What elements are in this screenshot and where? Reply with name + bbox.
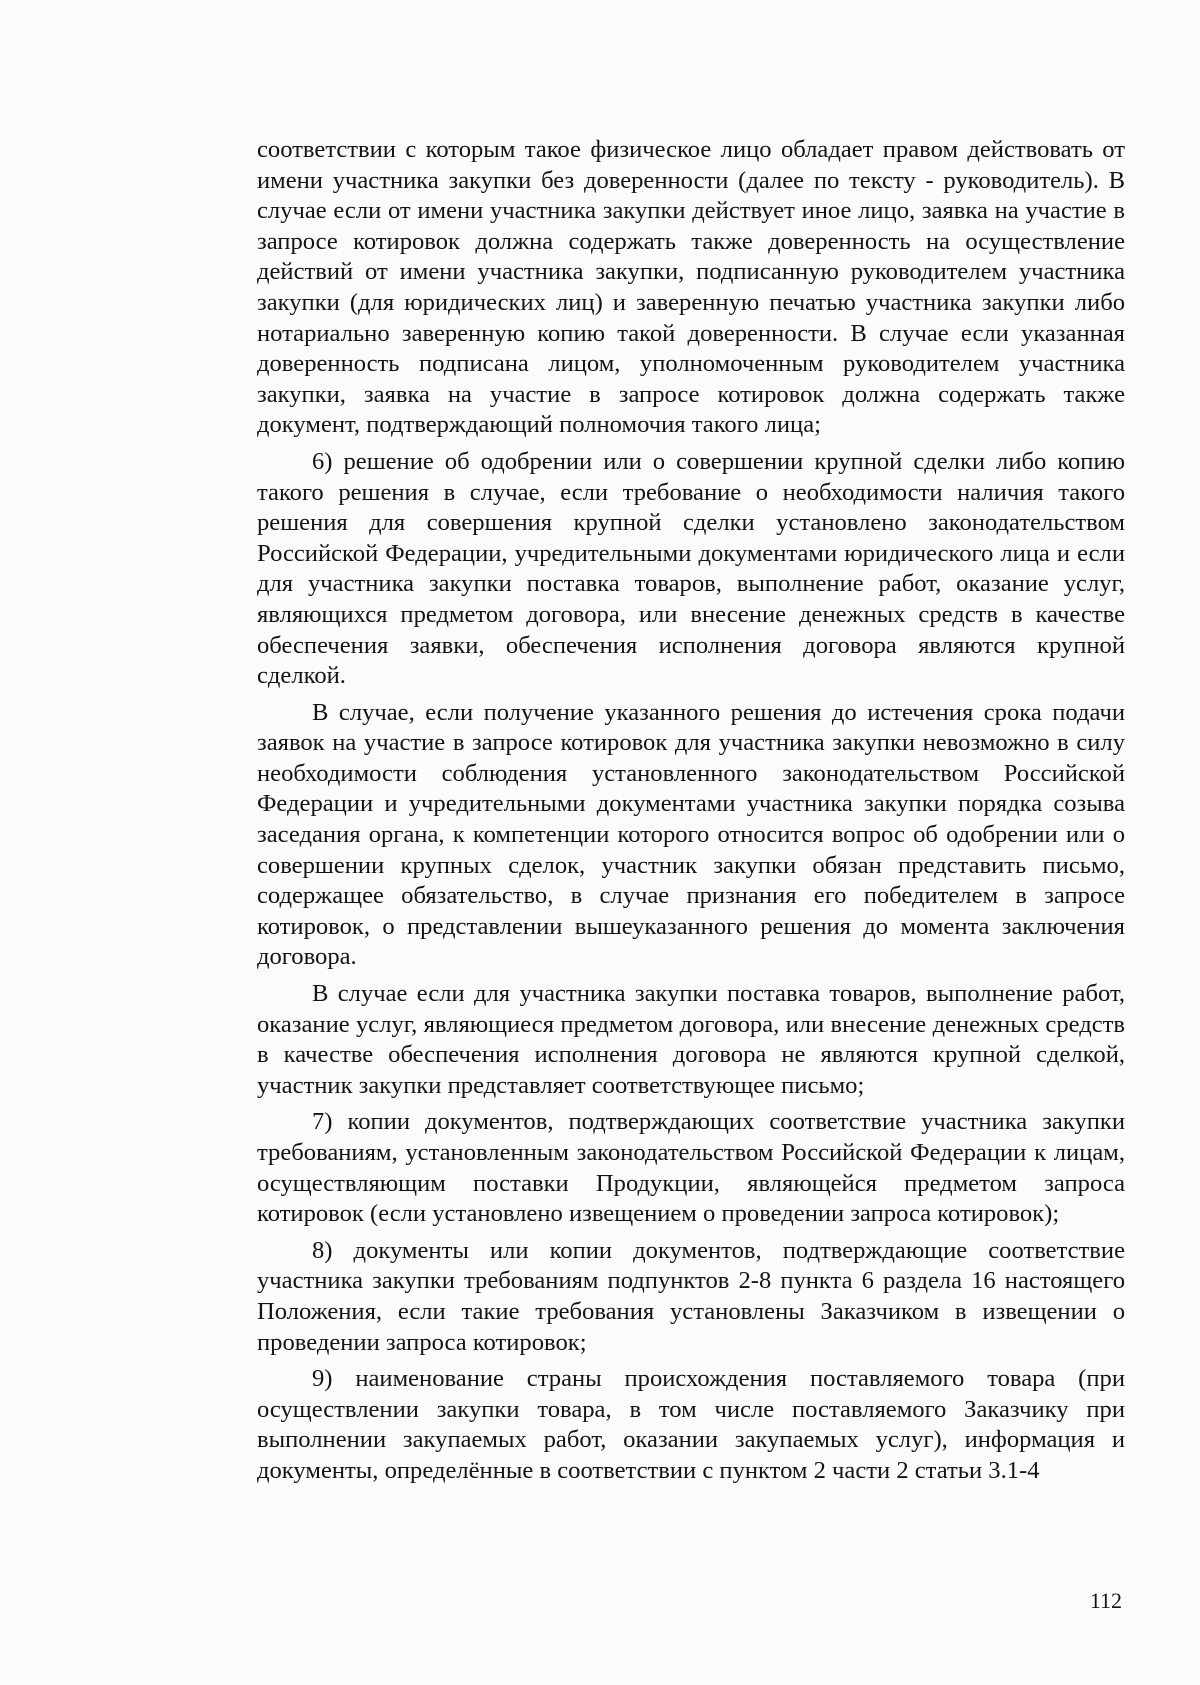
- paragraph-item-8: 8) документы или копии документов, подтверждающие соответствие участника закупки требованиям подпунктов 2-8 пункта 6 раздела 16 настоящего Положения, если такие требования установлены Заказчиком в извещении о проведении запроса котировок;: [257, 1236, 1125, 1356]
- paragraph-item-6-note-1: В случае, если получение указанного решения до истечения срока подачи заявок на участие в запросе котировок для участника закупки невозможно в силу необходимости соблюдения установленного законодательством Российской Федерации и учредительными документами участника закупки порядка созыва заседания органа, к компетенции которого относится вопрос об одобрении или о совершении крупных сделок, участник закупки обязан представить письмо, содержащее обязательство, в случае признания его победителем в запросе котировок, о представлении вышеуказанного решения до момента заключения договора.: [257, 698, 1125, 971]
- page-number: 112: [1089, 1588, 1122, 1613]
- paragraph-item-6-note-2: В случае если для участника закупки поставка товаров, выполнение работ, оказание услуг, являющиеся предметом договора, или внесение денежных средств в качестве обеспечения исполнения договора не являются крупной сделкой, участник закупки представляет соответствующее письмо;: [257, 980, 1125, 1099]
- paragraph-item-7: 7) копии документов, подтверждающих соответствие участника закупки требованиям, установленным законодательством Российской Федерации к лицам, осуществляющим поставки Продукции, являющейся предметом запроса котировок (если установлено извещением о проведении запроса котировок);: [257, 1108, 1125, 1228]
- paragraph-item-9: 9) наименование страны происхождения поставляемого товара (при осуществлении закупки товара, в том числе поставляемого Заказчику при выполнении закупаемых работ, оказании закупаемых услуг), информация и документы, определённые в соответствии с пунктом 2 части 2 статьи 3.1-4: [257, 1365, 1125, 1484]
- document-body: [257, 135, 1125, 1493]
- paragraph-item-6: 6) решение об одобрении или о совершении крупной сделки либо копию такого решения в случае, если требование о необходимости наличия такого решения для совершения крупной сделки установлено законодательством Российской Федерации, учредительными документами юридического лица и если для участника закупки поставка товаров, выполнение работ, оказание услуг, являющихся предметом договора, или внесение денежных средств в качестве обеспечения заявки, обеспечения исполнения договора являются крупной сделкой.: [257, 447, 1125, 690]
- paragraph-continuation: соответствии с которым такое физическое лицо обладает правом действовать от имени участника закупки без доверенности (далее по тексту - руководитель). В случае если от имени участника закупки действует иное лицо, заявка на участие в запросе котировок должна содержать также доверенность на осуществление действий от имени участника закупки, подписанную руководителем участника закупки (для юридических лиц) и заверенную печатью участника закупки либо нотариально заверенную копию такой доверенности. В случае если указанная доверенность подписана лицом, уполномоченным руководителем участника закупки, заявка на участие в запросе котировок должна содержать также документ, подтверждающий полномочия такого лица;: [257, 136, 1125, 439]
